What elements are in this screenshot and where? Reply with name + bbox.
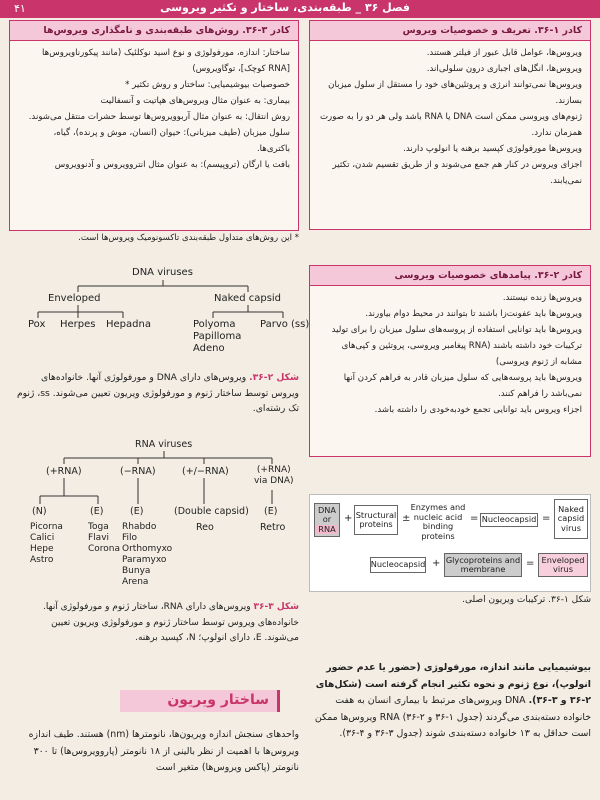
body-paragraph: واحدهای سنجش اندازه ویریون‌ها، نانومترها (nm) هستند. طیف اندازه ویروس‌ها با اهمیت از نظر بالینی از ۱۸ نانومتر (پاروویروس‌ها) تا ۳۰۰ نانومتر (پاکس ویروس‌ها) متغیر است (28, 729, 299, 774)
equals-sign: = (526, 558, 535, 569)
rna-double-capsid: (Double capsid) (174, 506, 249, 517)
box-line: ویروس‌ها باید توانایی استفاده از پروسه‌های سلول میزبان را برای تولید ترکیبات خود داشته باشند (RNA پیغامبر ویروسی، پروتئین و کپی‌های مشابه از ژنوم ویروسی) (331, 325, 582, 367)
plus-sign: + (344, 513, 353, 524)
enveloped-virus-box: Enveloped virus (538, 553, 588, 577)
dna-naked-group (193, 319, 241, 355)
glycoproteins-box: Glycoproteins and membrane (444, 553, 522, 577)
virus-family: Flavi (88, 533, 110, 543)
figure-1-caption: شکل ۱-۳۶. ترکیبات ویریون اصلی. (462, 595, 591, 605)
dna-adeno: Adeno (193, 343, 225, 354)
virus-family: Orthomyxo (122, 544, 173, 554)
figure-3-caption (14, 600, 299, 647)
box-line: ویروس‌ها باید پروسه‌هایی که سلول میزبان قادر به فراهم کردن آنها نمی‌باشد را فراهم کنند. (343, 373, 582, 399)
virus-family: Retro (260, 522, 286, 533)
figure-label: شکل ۳-۳۶ (253, 602, 299, 612)
virus-family: Paramyxo (122, 555, 167, 565)
rna-retro-header (254, 465, 294, 487)
rna-plus: (+RNA) (46, 466, 82, 477)
box-virus-consequences (309, 265, 591, 457)
rna-plusminus: (+/−RNA) (182, 466, 229, 477)
virion-assembly-diagram (309, 494, 591, 592)
box-line: ویروس‌ها، انگل‌های اجباری درون سلولی‌اند. (426, 64, 582, 74)
genome-box (314, 503, 340, 537)
dna-pox: Pox (28, 319, 46, 330)
virus-family: Reo (196, 522, 214, 533)
equals-sign: = (470, 513, 479, 524)
rna-enveloped: (E) (130, 506, 144, 517)
body-bold-text: بیوشیمیایی مانند اندازه، مورفولوژی (حضور یا عدم حضور انولوپ)، نوع ژنوم و نحوه تکثیر انجام گرفته است (شکل‌های ۲-۳۶ و ۳-۳۶). (315, 662, 591, 707)
tree-lines (28, 266, 298, 366)
box-classification-methods (9, 20, 299, 231)
box-line: خصوصیات بیوشیمیایی: ساختار و روش تکثیر * (125, 80, 290, 90)
dna-root: DNA viruses (132, 267, 193, 278)
rna-group-3 (122, 522, 172, 588)
dna-polyoma: Polyoma (193, 319, 236, 330)
dna-naked: Naked capsid (214, 293, 282, 304)
rna-naked: (N) (32, 506, 47, 517)
figure-caption-text: ویروس‌های دارای RNA، ساختار ژنوم و مورفولوژی آنها. خانواده‌های ویروس توسط ساختار ژنوم و مورفولوژی ویریون تعیین می‌شوند. E، دارای انولوپ؛ N، کپسید برهنه. (43, 602, 299, 643)
virus-family: Filo (122, 533, 138, 543)
virus-family: Hepe (30, 544, 54, 554)
dna-enveloped: Enveloped (48, 293, 101, 304)
virus-family: Corona (88, 544, 121, 554)
rna-virus-tree (14, 438, 304, 590)
box-line: ویروس‌ها نمی‌توانند انرژی و پروتئین‌های خود را مستقل از سلول میزبان بسازند. (328, 80, 582, 106)
virus-family: Calici (30, 533, 55, 543)
nucleocapsid-box: Nucleocapsid (370, 557, 426, 573)
plus-minus-sign: ± (402, 513, 411, 524)
dna-papilloma: Papilloma (193, 331, 242, 342)
dna-hepadna: Hepadna (106, 319, 151, 330)
box-line: ژنوم‌های ویروسی ممکن است DNA یا RNA باشد ولی هر دو را به صورت همزمان ندارد. (319, 112, 582, 138)
virus-family: Arena (122, 577, 149, 587)
box-line: بافت یا ارگان (تروپیسم): به عنوان مثال انتروویروس و آدنوویروس (54, 160, 290, 170)
rna-label: RNA (318, 523, 336, 534)
box-line: روش انتقال: به عنوان مثال آربوویروس‌ها توسط حشرات منتقل می‌شوند. (28, 112, 290, 122)
box-line: ویروس‌ها، عوامل قابل عبور از فیلتر هستند. (426, 48, 582, 58)
virus-family: Astro (30, 555, 54, 565)
or-label: or (322, 514, 332, 525)
virus-family: Picorna (30, 522, 63, 532)
virus-family: Rhabdo (122, 522, 157, 532)
rna-group-1 (30, 522, 63, 566)
dna-label: DNA (317, 504, 337, 515)
body-text: DNA ویروس‌های مرتبط با بیماری انسان به هفت خانواده دسته‌بندی می‌گردند (جدول ۱-۳۶ و ۲-۳۶) RNA ویروس‌ها ممکن است حداقل به ۱۳ خانواده دسته‌بندی شوند (جدول ۳-۳۶ و ۴-۳۶). (314, 695, 591, 740)
equals-sign: = (542, 513, 551, 524)
dna-herpes: Herpes (60, 319, 96, 330)
box-title: کادر ۳-۳۶. روش‌های طبقه‌بندی و نامگذاری ویروس‌ها (10, 21, 298, 41)
chapter-title: فصل ۳۶ _ طبقه‌بندی، ساختار و تکثیر ویروسی (160, 1, 410, 14)
section-heading: ساختار ویریون (120, 690, 280, 712)
dna-virus-tree (28, 266, 310, 366)
page-number: ۴۱ (14, 2, 26, 15)
box-line: سلول میزبان (طیف میزبانی): حیوان (انسان، موش و پرنده)، گیاه، باکتری‌ها. (53, 128, 290, 154)
rna-via-dna: via DNA) (254, 476, 294, 486)
figure-2-caption (14, 370, 299, 417)
figure-label: شکل ۲-۳۶. (249, 372, 299, 383)
plus-sign: + (432, 558, 441, 569)
body-paragraph (309, 660, 591, 743)
virus-family: Bunya (122, 566, 151, 576)
footnote: * این روش‌های متداول طبقه‌بندی تاکسونومیک ویروس‌ها است. (78, 233, 299, 243)
box-line: ویروس‌ها زنده نیستند. (502, 293, 582, 303)
page-header (0, 0, 600, 18)
rna-plus-via: (+RNA) (256, 465, 291, 475)
box-title: کادر ۲-۳۶. پیامدهای خصوصیات ویروسی (310, 266, 590, 286)
box-title: کادر ۱-۳۶. تعریف و خصوصیات ویروس (310, 21, 590, 41)
box-line: بیماری: به عنوان مثال ویروس‌های هپاتیت و آنسفالیت (100, 96, 290, 106)
dna-parvo: Parvo (ss) (260, 319, 310, 330)
rna-enveloped: (E) (264, 506, 278, 517)
structural-proteins-box: Structural proteins (354, 505, 398, 535)
virus-family: Toga (88, 522, 109, 532)
figure-caption-text: ویروس‌های دارای DNA و مورفولوژی آنها. خانواده‌های ویروس توسط ساختار ژنوم و مورفولوژی ویریون تعیین می‌شوند. ss، ژنوم تک رشته‌ای. (16, 372, 299, 414)
box-line: ویروس‌ها مورفولوژی کپسید برهنه یا انولوپ دارند. (403, 144, 582, 154)
rna-minus: (−RNA) (120, 466, 156, 477)
rna-root: RNA viruses (135, 439, 193, 450)
box-line: اجزای ویروس در کنار هم جمع می‌شوند و از طریق تقسیم شدن، تکثیر نمی‌یابند. (332, 160, 582, 186)
box-line: اجزاء ویروس باید توانایی تجمع خودبه‌خودی را داشته باشد. (374, 405, 582, 415)
box-line: ویروس‌ها باید عفونت‌زا باشند تا بتوانند در محیط دوام بیاورند. (365, 309, 582, 319)
box-line: ساختار: اندازه، مورفولوژی و نوع اسید نوکلئیک (مانند پیکورناویروس‌ها [RNA کوچک]، توگاویروس) (42, 48, 290, 74)
enzymes-label: Enzymes and nucleic acid binding proteins (410, 502, 466, 541)
nucleocapsid-box: Nucleocapsid (480, 513, 538, 527)
naked-capsid-virus-box: Naked capsid virus (554, 499, 588, 539)
box-virus-definition (309, 20, 591, 230)
rna-enveloped: (E) (90, 506, 104, 517)
rna-group-2 (88, 522, 120, 555)
